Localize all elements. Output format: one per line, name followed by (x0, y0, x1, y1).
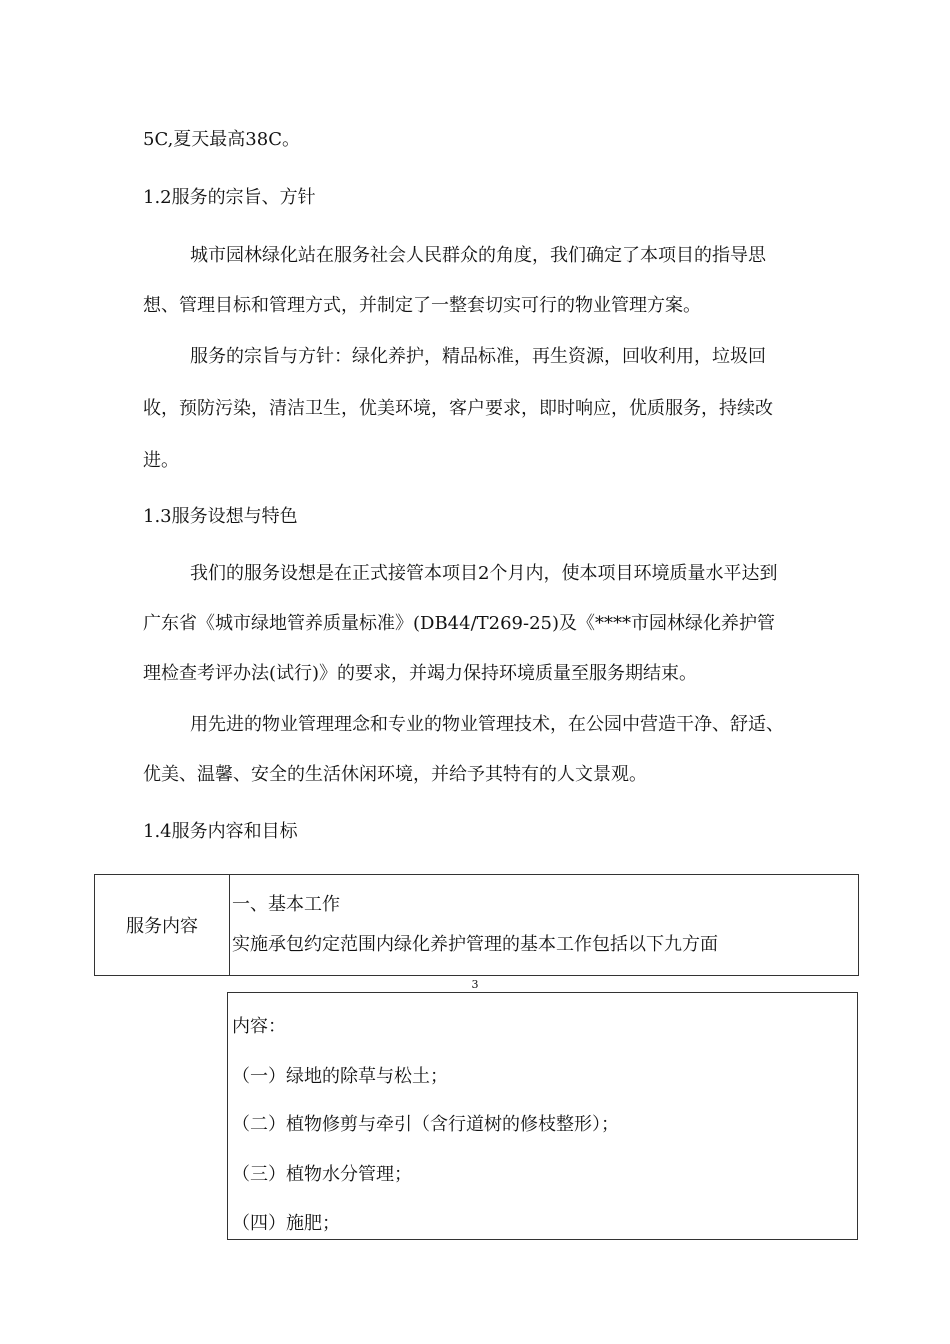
table-line: 实施承包约定范围内绿化养护管理的基本工作包括以下九方面 (232, 934, 718, 955)
service-content-table (94, 874, 859, 976)
continuation-table (227, 992, 858, 1240)
temperature-line: 5C,夏天最高38C。 (143, 129, 300, 150)
section-heading-1-2: 1.2服务的宗旨、方针 (143, 187, 316, 208)
paragraph-line: 服务的宗旨与方针：绿化养护，精品标准，再生资源，回收利用，垃圾回 (190, 346, 766, 367)
list-item: （四）施肥； (232, 1213, 340, 1234)
paragraph-line: 用先进的物业管理理念和专业的物业管理技术，在公园中营造干净、舒适、 (190, 714, 784, 735)
list-item: （三）植物水分管理； (232, 1164, 412, 1185)
table-line: 一、基本工作 (232, 894, 340, 915)
page-number: 3 (471, 978, 479, 991)
paragraph-line: 城市园林绿化站在服务社会人民群众的角度，我们确定了本项目的指导思 (190, 245, 766, 266)
list-item: （一）绿地的除草与松土； (232, 1066, 448, 1087)
section-heading-1-4: 1.4服务内容和目标 (143, 821, 298, 842)
paragraph-line: 想、管理目标和管理方式，并制定了一整套切实可行的物业管理方案。 (143, 295, 701, 316)
paragraph-line: 理检查考评办法(试行)》的要求，并竭力保持环境质量至服务期结束。 (143, 663, 698, 684)
paragraph-line: 进。 (143, 450, 179, 471)
table-body-cell (230, 875, 859, 976)
paragraph-line: 优美、温馨、安全的生活休闲环境，并给予其特有的人文景观。 (143, 764, 647, 785)
paragraph-line: 收，预防污染，清洁卫生，优美环境，客户要求，即时响应，优质服务，持续改 (143, 398, 773, 419)
table-label-cell (95, 875, 230, 976)
continuation-intro: 内容： (232, 1016, 286, 1037)
section-heading-1-3: 1.3服务设想与特色 (143, 506, 298, 527)
paragraph-line: 广东省《城市绿地管养质量标准》(DB44/T269-25)及《****市园林绿化养护管 (143, 613, 776, 634)
table-label: 服务内容 (126, 916, 198, 937)
list-item: （二）植物修剪与牵引（含行道树的修枝整形）； (232, 1114, 619, 1135)
paragraph-line: 我们的服务设想是在正式接管本项目2个月内，使本项目环境质量水平达到 (190, 563, 778, 584)
